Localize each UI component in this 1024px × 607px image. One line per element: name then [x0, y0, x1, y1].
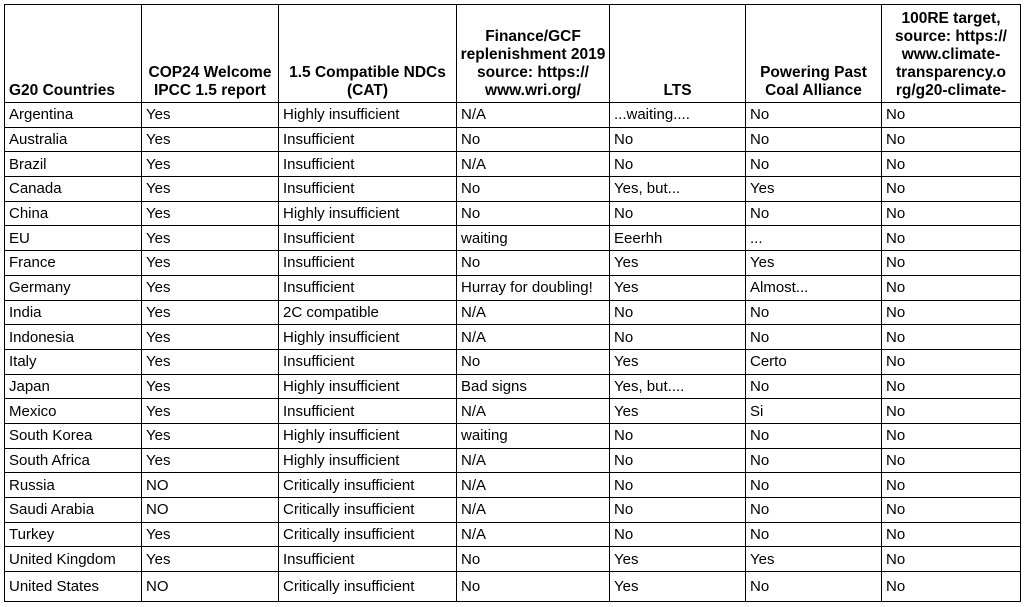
table-row: [5, 325, 1021, 350]
cop24-cell[interactable]: Yes: [142, 547, 279, 572]
table-row: [5, 498, 1021, 523]
coal-cell[interactable]: No: [746, 103, 882, 128]
ndc-cell[interactable]: 2C compatible: [279, 300, 457, 325]
cop24-cell[interactable]: Yes: [142, 325, 279, 350]
ndc-cell[interactable]: Highly insufficient: [279, 374, 457, 399]
cop24-cell[interactable]: Yes: [142, 448, 279, 473]
header-cop24[interactable]: COP24 Welcome IPCC 1.5 report: [142, 5, 279, 103]
coal-cell[interactable]: Almost...: [746, 275, 882, 300]
spreadsheet: [4, 4, 1020, 602]
table-row: [5, 399, 1021, 424]
coal-cell[interactable]: No: [746, 473, 882, 498]
coal-cell[interactable]: Si: [746, 399, 882, 424]
finance-cell[interactable]: N/A: [457, 498, 610, 523]
table-row: [5, 103, 1021, 128]
lts-cell[interactable]: No: [610, 498, 746, 523]
country-cell[interactable]: Australia: [5, 127, 142, 152]
finance-cell[interactable]: N/A: [457, 325, 610, 350]
coal-cell[interactable]: No: [746, 498, 882, 523]
finance-cell[interactable]: No: [457, 547, 610, 572]
table-row: [5, 300, 1021, 325]
ndc-cell[interactable]: Insufficient: [279, 127, 457, 152]
ndc-cell[interactable]: Highly insufficient: [279, 201, 457, 226]
ndc-cell[interactable]: Insufficient: [279, 152, 457, 177]
re-target-cell[interactable]: No: [882, 374, 1021, 399]
table-row: [5, 251, 1021, 276]
table-row: [5, 275, 1021, 300]
ndc-cell[interactable]: Critically insufficient: [279, 498, 457, 523]
lts-cell[interactable]: Yes: [610, 275, 746, 300]
country-cell[interactable]: Germany: [5, 275, 142, 300]
coal-cell[interactable]: No: [746, 127, 882, 152]
cop24-cell[interactable]: Yes: [142, 103, 279, 128]
country-cell[interactable]: Russia: [5, 473, 142, 498]
country-cell[interactable]: Mexico: [5, 399, 142, 424]
ndc-cell[interactable]: Critically insufficient: [279, 522, 457, 547]
table-row: [5, 473, 1021, 498]
ndc-cell[interactable]: Insufficient: [279, 251, 457, 276]
re-target-cell[interactable]: No: [882, 448, 1021, 473]
header-coal-alliance[interactable]: Powering Past Coal Alliance: [746, 5, 882, 103]
re-target-cell[interactable]: No: [882, 226, 1021, 251]
coal-cell[interactable]: No: [746, 152, 882, 177]
cop24-cell[interactable]: Yes: [142, 275, 279, 300]
country-cell[interactable]: South Korea: [5, 423, 142, 448]
coal-cell[interactable]: No: [746, 423, 882, 448]
country-cell[interactable]: EU: [5, 226, 142, 251]
finance-cell[interactable]: waiting: [457, 226, 610, 251]
g20-climate-table: [4, 4, 1021, 602]
cop24-cell[interactable]: NO: [142, 572, 279, 602]
ndc-cell[interactable]: Insufficient: [279, 275, 457, 300]
cop24-cell[interactable]: Yes: [142, 423, 279, 448]
lts-cell[interactable]: Yes, but....: [610, 374, 746, 399]
finance-cell[interactable]: No: [457, 572, 610, 602]
re-target-cell[interactable]: No: [882, 423, 1021, 448]
coal-cell[interactable]: No: [746, 325, 882, 350]
cop24-cell[interactable]: Yes: [142, 127, 279, 152]
finance-cell[interactable]: waiting: [457, 423, 610, 448]
finance-cell[interactable]: N/A: [457, 399, 610, 424]
cop24-cell[interactable]: Yes: [142, 522, 279, 547]
re-target-cell[interactable]: No: [882, 572, 1021, 602]
coal-cell[interactable]: No: [746, 448, 882, 473]
finance-cell[interactable]: No: [457, 177, 610, 202]
ndc-cell[interactable]: Insufficient: [279, 399, 457, 424]
country-cell[interactable]: South Africa: [5, 448, 142, 473]
country-cell[interactable]: Brazil: [5, 152, 142, 177]
lts-cell[interactable]: No: [610, 522, 746, 547]
ndc-cell[interactable]: Insufficient: [279, 547, 457, 572]
coal-cell[interactable]: No: [746, 374, 882, 399]
re-target-cell[interactable]: No: [882, 522, 1021, 547]
lts-cell[interactable]: No: [610, 423, 746, 448]
table-row: [5, 423, 1021, 448]
finance-cell[interactable]: No: [457, 127, 610, 152]
country-cell[interactable]: Saudi Arabia: [5, 498, 142, 523]
ndc-cell[interactable]: Highly insufficient: [279, 103, 457, 128]
country-cell[interactable]: Turkey: [5, 522, 142, 547]
table-row: [5, 522, 1021, 547]
cop24-cell[interactable]: NO: [142, 473, 279, 498]
cop24-cell[interactable]: Yes: [142, 152, 279, 177]
cop24-cell[interactable]: Yes: [142, 374, 279, 399]
ndc-cell[interactable]: Highly insufficient: [279, 325, 457, 350]
finance-cell[interactable]: N/A: [457, 103, 610, 128]
country-cell[interactable]: Canada: [5, 177, 142, 202]
coal-cell[interactable]: No: [746, 572, 882, 602]
re-target-cell[interactable]: No: [882, 300, 1021, 325]
coal-cell[interactable]: Certo: [746, 349, 882, 374]
lts-cell[interactable]: Yes: [610, 349, 746, 374]
re-target-cell[interactable]: No: [882, 473, 1021, 498]
table-row: [5, 547, 1021, 572]
table-row: [5, 127, 1021, 152]
re-target-cell[interactable]: No: [882, 127, 1021, 152]
table-row: [5, 572, 1021, 602]
finance-cell[interactable]: N/A: [457, 448, 610, 473]
finance-cell[interactable]: N/A: [457, 522, 610, 547]
lts-cell[interactable]: Yes: [610, 547, 746, 572]
re-target-cell[interactable]: No: [882, 399, 1021, 424]
ndc-cell[interactable]: Highly insufficient: [279, 448, 457, 473]
country-cell[interactable]: France: [5, 251, 142, 276]
lts-cell[interactable]: No: [610, 300, 746, 325]
re-target-cell[interactable]: No: [882, 251, 1021, 276]
header-ndcs[interactable]: 1.5 Compatible NDCs (CAT): [279, 5, 457, 103]
country-cell[interactable]: United States: [5, 572, 142, 602]
finance-cell[interactable]: Bad signs: [457, 374, 610, 399]
cop24-cell[interactable]: Yes: [142, 251, 279, 276]
re-target-cell[interactable]: No: [882, 275, 1021, 300]
coal-cell[interactable]: ...: [746, 226, 882, 251]
header-finance[interactable]: Finance/GCF replenishment 2019 source: https:// www.wri.org/: [457, 5, 610, 103]
cop24-cell[interactable]: Yes: [142, 177, 279, 202]
table-row: [5, 374, 1021, 399]
lts-cell[interactable]: No: [610, 325, 746, 350]
cop24-cell[interactable]: Yes: [142, 226, 279, 251]
re-target-cell[interactable]: No: [882, 349, 1021, 374]
country-cell[interactable]: India: [5, 300, 142, 325]
lts-cell[interactable]: No: [610, 152, 746, 177]
lts-cell[interactable]: ...waiting....: [610, 103, 746, 128]
re-target-cell[interactable]: No: [882, 325, 1021, 350]
country-cell[interactable]: Italy: [5, 349, 142, 374]
ndc-cell[interactable]: Insufficient: [279, 349, 457, 374]
finance-cell[interactable]: N/A: [457, 473, 610, 498]
cop24-cell[interactable]: Yes: [142, 399, 279, 424]
ndc-cell[interactable]: Highly insufficient: [279, 423, 457, 448]
re-target-cell[interactable]: No: [882, 152, 1021, 177]
re-target-cell[interactable]: No: [882, 103, 1021, 128]
cop24-cell[interactable]: Yes: [142, 201, 279, 226]
re-target-cell[interactable]: No: [882, 498, 1021, 523]
coal-cell[interactable]: Yes: [746, 547, 882, 572]
cop24-cell[interactable]: NO: [142, 498, 279, 523]
ndc-cell[interactable]: Critically insufficient: [279, 473, 457, 498]
finance-cell[interactable]: No: [457, 251, 610, 276]
coal-cell[interactable]: Yes: [746, 177, 882, 202]
coal-cell[interactable]: No: [746, 300, 882, 325]
lts-cell[interactable]: No: [610, 201, 746, 226]
table-row: [5, 349, 1021, 374]
country-cell[interactable]: Argentina: [5, 103, 142, 128]
coal-cell[interactable]: No: [746, 201, 882, 226]
lts-cell[interactable]: Yes: [610, 572, 746, 602]
table-row: [5, 177, 1021, 202]
cop24-cell[interactable]: Yes: [142, 349, 279, 374]
lts-cell[interactable]: Eeerhh: [610, 226, 746, 251]
finance-cell[interactable]: No: [457, 201, 610, 226]
table-row: [5, 152, 1021, 177]
cop24-cell[interactable]: Yes: [142, 300, 279, 325]
re-target-cell[interactable]: No: [882, 177, 1021, 202]
lts-cell[interactable]: No: [610, 127, 746, 152]
lts-cell[interactable]: Yes: [610, 399, 746, 424]
country-cell[interactable]: Indonesia: [5, 325, 142, 350]
table-row: [5, 448, 1021, 473]
lts-cell[interactable]: No: [610, 473, 746, 498]
finance-cell[interactable]: N/A: [457, 300, 610, 325]
finance-cell[interactable]: No: [457, 349, 610, 374]
lts-cell[interactable]: Yes: [610, 251, 746, 276]
country-cell[interactable]: China: [5, 201, 142, 226]
country-cell[interactable]: United Kingdom: [5, 547, 142, 572]
header-lts[interactable]: LTS: [610, 5, 746, 103]
ndc-cell[interactable]: Insufficient: [279, 226, 457, 251]
lts-cell[interactable]: No: [610, 448, 746, 473]
lts-cell[interactable]: Yes, but...: [610, 177, 746, 202]
country-cell[interactable]: Japan: [5, 374, 142, 399]
re-target-cell[interactable]: No: [882, 547, 1021, 572]
ndc-cell[interactable]: Critically insufficient: [279, 572, 457, 602]
table-body: [5, 103, 1021, 602]
finance-cell[interactable]: N/A: [457, 152, 610, 177]
header-g20-countries[interactable]: G20 Countries: [5, 5, 142, 103]
table-row: [5, 226, 1021, 251]
header-row: [5, 5, 1021, 103]
coal-cell[interactable]: No: [746, 522, 882, 547]
coal-cell[interactable]: Yes: [746, 251, 882, 276]
table-row: [5, 201, 1021, 226]
ndc-cell[interactable]: Insufficient: [279, 177, 457, 202]
finance-cell[interactable]: Hurray for doubling!: [457, 275, 610, 300]
re-target-cell[interactable]: No: [882, 201, 1021, 226]
header-100re-target[interactable]: 100RE target, source: https:// www.climate-transparency.o rg/g20-climate-: [882, 5, 1021, 103]
